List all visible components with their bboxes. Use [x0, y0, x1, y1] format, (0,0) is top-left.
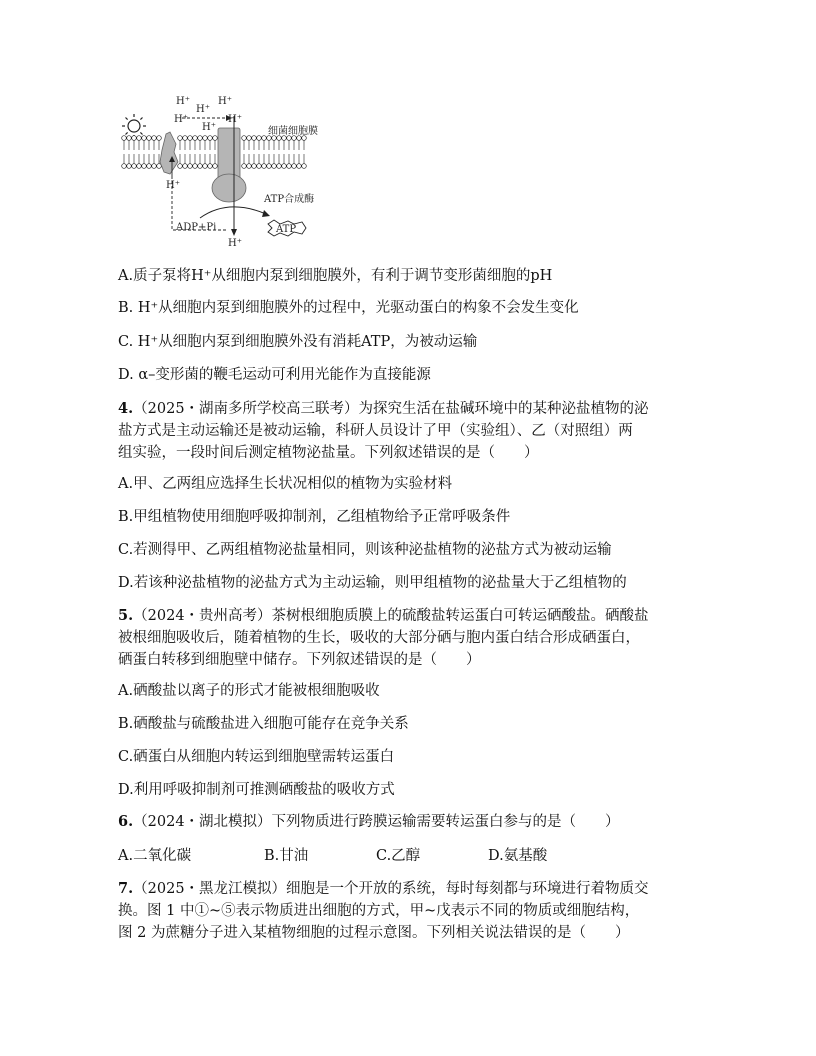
- q6-stem-text: 下列物质进行跨膜运输需要转运蛋白参与的是（ ）: [271, 814, 620, 830]
- q4-stem-line-2: 盐方式是主动运输还是被动运输，科研人员设计了甲（实验组）、乙（对照组）两: [118, 423, 633, 439]
- lipid-head: [208, 164, 213, 169]
- lipid-head: [137, 136, 142, 141]
- q4-stem-line-3: 组实验，一段时间后测定植物泌盐量。下列叙述错误的是（ ）: [118, 445, 539, 461]
- lipid-head: [178, 164, 183, 169]
- q7-stem-line-3: 图 2 为蔗糖分子进入某植物细胞的过程示意图。下列相关说法错误的是（ ）: [118, 925, 630, 941]
- lipid-head: [252, 136, 257, 141]
- q6-number: 6.: [118, 813, 134, 830]
- lipid-head: [122, 164, 127, 169]
- lipid-head: [198, 164, 203, 169]
- lipid-head: [142, 164, 147, 169]
- lipid-head: [282, 164, 287, 169]
- lipid-head: [127, 164, 132, 169]
- q5-stem-line-2: 被根细胞吸收后，随着植物的生长，吸收的大部分硒与胞内蛋白结合形成硒蛋白，: [118, 630, 640, 646]
- q4-number: 4.: [118, 400, 134, 417]
- lipid-head: [277, 164, 282, 169]
- lipid-head: [257, 164, 262, 169]
- lipid-head: [272, 164, 277, 169]
- lipid-head: [147, 164, 152, 169]
- h-plus-label-7: H⁺: [166, 180, 180, 191]
- lipid-head: [132, 136, 137, 141]
- lipid-head: [147, 136, 152, 141]
- lipid-head: [242, 164, 247, 169]
- q5-stem-line-1: [118, 605, 649, 627]
- lipid-bilayer: [122, 136, 307, 169]
- q7-stem-text-1: 细胞是一个开放的系统，每时每刻都与环境进行着物质交: [286, 881, 649, 897]
- proton-pump-protein: [160, 132, 178, 174]
- q3-option-d: D. α–变形菌的鞭毛运动可利用光能作为直接能源: [118, 367, 431, 383]
- q5-option-a: A.硒酸盐以离子的形式才能被根细胞吸收: [118, 683, 380, 699]
- lipid-head: [208, 136, 213, 141]
- q4-stem-line-1: [118, 398, 649, 420]
- h-plus-label-1: H⁺: [176, 96, 190, 107]
- q6-option-a: A.二氧化碳: [118, 848, 192, 864]
- lipid-head: [247, 136, 252, 141]
- lipid-head: [297, 164, 302, 169]
- h-plus-label-6: H⁺: [228, 114, 242, 125]
- lipid-head: [267, 164, 272, 169]
- lipid-head: [183, 164, 188, 169]
- atp-synthase: [212, 116, 246, 236]
- membrane-transport-figure: [118, 92, 378, 254]
- q5-option-b: B.硒酸盐与硫酸盐进入细胞可能存在竞争关系: [118, 716, 409, 732]
- lipid-head: [157, 136, 162, 141]
- lipid-head: [203, 136, 208, 141]
- lipid-head: [203, 164, 208, 169]
- sun-icon: [122, 114, 146, 138]
- q6-option-c: C.乙醇: [376, 848, 421, 864]
- q4-stem-text-1: 为探究生活在盐碱环境中的某种泌盐植物的泌: [358, 401, 649, 417]
- lipid-head: [287, 164, 292, 169]
- q5-option-c: C.硒蛋白从细胞内转运到细胞壁需转运蛋白: [118, 749, 395, 765]
- lipid-head: [152, 136, 157, 141]
- lipid-head: [137, 164, 142, 169]
- lipid-head: [213, 164, 218, 169]
- atp-label: ATP: [276, 224, 297, 235]
- lipid-head: [198, 136, 203, 141]
- q6-option-d: D.氨基酸: [488, 848, 548, 864]
- q7-source: （2025・黑龙江模拟）: [133, 881, 287, 897]
- q5-stem-line-3: 硒蛋白转移到细胞壁中储存。下列叙述错误的是（ ）: [118, 652, 481, 668]
- lipid-head: [132, 164, 137, 169]
- q6-options-row: [118, 845, 718, 867]
- q5-option-d: D.利用呼吸抑制剂可推测硒酸盐的吸收方式: [118, 782, 395, 798]
- lipid-head: [183, 136, 188, 141]
- q3-option-b: B. H⁺从细胞内泵到细胞膜外的过程中，光驱动蛋白的构象不会发生变化: [118, 300, 579, 316]
- h-plus-label-4: H⁺: [174, 114, 188, 125]
- lipid-head: [122, 136, 127, 141]
- q5-source: （2024・贵州高考）: [133, 608, 272, 624]
- q7-stem-line-1: [118, 878, 649, 900]
- lipid-head: [257, 136, 262, 141]
- atp-synthase-label: ATP合成酶: [264, 194, 315, 205]
- lipid-head: [188, 136, 193, 141]
- lipid-head: [252, 164, 257, 169]
- lipid-head: [247, 164, 252, 169]
- lipid-head: [127, 136, 132, 141]
- membrane-label: 细菌细胞膜: [268, 126, 318, 137]
- lipid-head: [262, 136, 267, 141]
- h-plus-label-8: H⁺: [228, 238, 242, 249]
- lipid-head: [142, 136, 147, 141]
- q3-option-c: C. H⁺从细胞内泵到细胞膜外没有消耗ATP，为被动运输: [118, 334, 478, 350]
- lipid-head: [262, 164, 267, 169]
- lipid-head: [188, 164, 193, 169]
- lipid-head: [242, 136, 247, 141]
- q3-option-a: A.质子泵将H⁺从细胞内泵到细胞膜外，有利于调节变形菌细胞的pH: [118, 268, 553, 284]
- h-plus-label-3: H⁺: [218, 96, 232, 107]
- q5-stem-text-1: 茶树根细胞质膜上的硫酸盐转运蛋白可转运硒酸盐。硒酸盐: [271, 608, 649, 624]
- q4-option-c: C.若测得甲、乙两组植物泌盐量相同，则该种泌盐植物的泌盐方式为被动运输: [118, 542, 612, 558]
- q4-source: （2025・湖南多所学校高三联考）: [133, 401, 359, 417]
- h-plus-label-2: H⁺: [196, 104, 210, 115]
- q6-stem-line: [118, 811, 620, 833]
- q7-number: 7.: [118, 880, 134, 897]
- q4-option-b: B.甲组植物使用细胞呼吸抑制剂，乙组植物给予正常呼吸条件: [118, 509, 511, 525]
- lipid-head: [292, 164, 297, 169]
- q4-option-d: D.若该种泌盐植物的泌盐方式为主动运输，则甲组植物的泌盐量大于乙组植物的: [118, 575, 627, 591]
- lipid-head: [193, 136, 198, 141]
- q4-option-a: A.甲、乙两组应选择生长状况相似的植物为实验材料: [118, 476, 453, 492]
- q6-source: （2024・湖北模拟）: [133, 814, 272, 830]
- lipid-head: [213, 136, 218, 141]
- h-plus-label-5: H⁺: [202, 122, 216, 133]
- lipid-head: [152, 164, 157, 169]
- lipid-head: [178, 136, 183, 141]
- q6-option-b: B.甘油: [264, 848, 309, 864]
- adp-label: ADP+Pi: [176, 222, 217, 233]
- lipid-head: [193, 164, 198, 169]
- q5-number: 5.: [118, 607, 134, 624]
- q7-stem-line-2: 换。图 1 中①~⑤表示物质进出细胞的方式，甲~戊表示不同的物质或细胞结构，: [118, 903, 640, 919]
- lipid-head: [302, 164, 307, 169]
